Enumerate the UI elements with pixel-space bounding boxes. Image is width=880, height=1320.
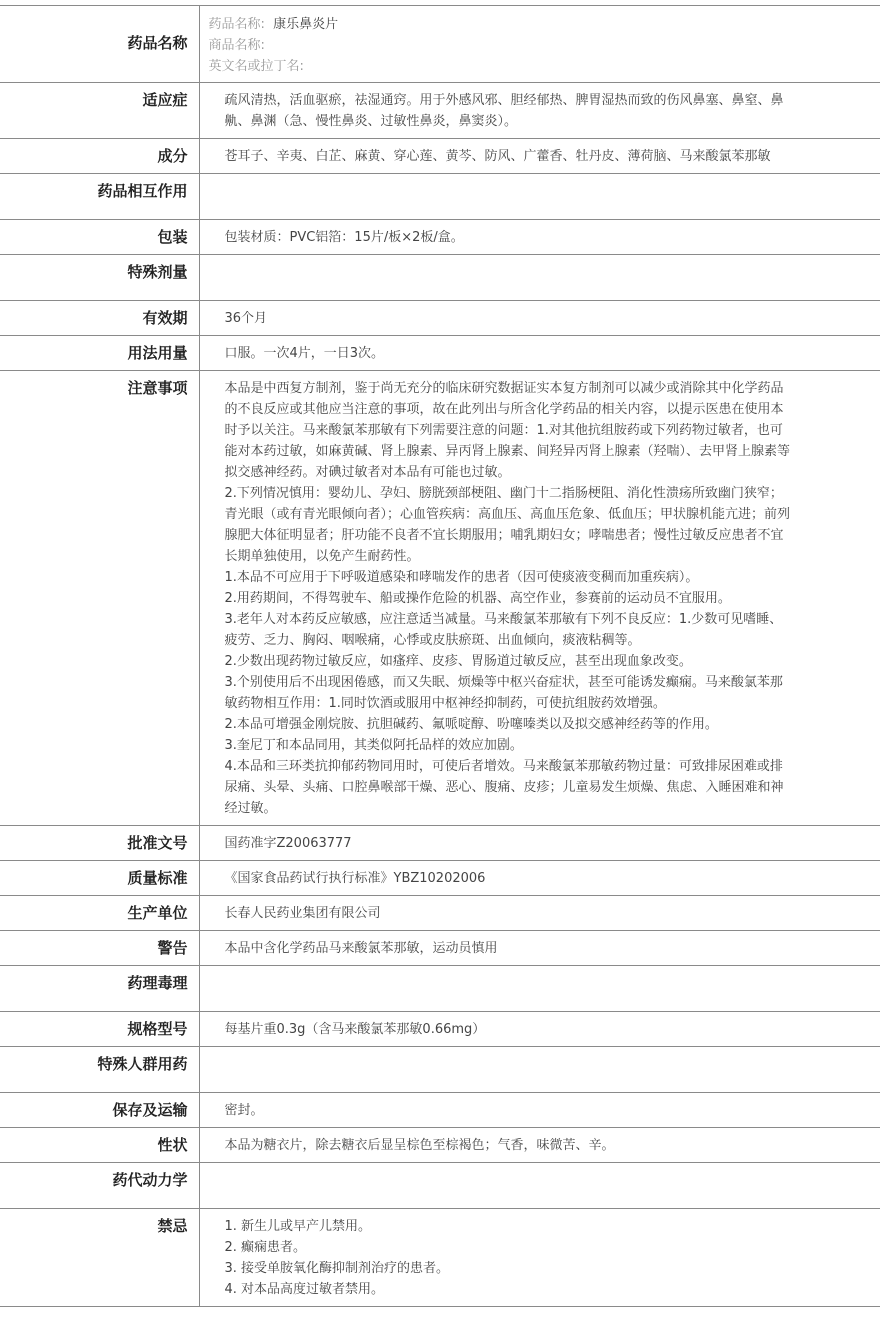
precaution-paragraph: 3.老年人对本药反应敏感，应注意适当减量。马来酸氯苯那敏有下列不良反应：1.少数可见嗜睡、疲劳、乏力、胸闷、咽喉痛，心悸或皮肤瘀斑、出血倾向，痰液粘稠等。 — [224, 612, 783, 648]
row-storage — [0, 1093, 880, 1128]
row-drug-name — [0, 6, 880, 83]
label-contraindications: 禁忌 — [0, 1209, 199, 1307]
row-pharmacology — [0, 966, 880, 1012]
row-interactions — [0, 174, 880, 220]
row-quality-standard — [0, 861, 880, 896]
row-pharmacokinetics — [0, 1163, 880, 1209]
precaution-paragraph: 3.奎尼丁和本品同用，其类似阿托品样的效应加剧。 — [224, 738, 523, 753]
label-manufacturer: 生产单位 — [0, 896, 199, 931]
contraindication-item: 3. 接受单胺氧化酶抑制剂治疗的患者。 — [224, 1261, 450, 1276]
value-special-population — [199, 1047, 880, 1093]
label-ingredients: 成分 — [0, 139, 199, 174]
label-special-population: 特殊人群用药 — [0, 1047, 199, 1093]
label-indications: 适应症 — [0, 83, 199, 139]
value-ingredients: 苍耳子、辛夷、白芷、麻黄、穿心莲、黄芩、防风、广藿香、牡丹皮、薄荷脑、马来酸氯苯那敏 — [199, 139, 880, 174]
row-packaging — [0, 220, 880, 255]
row-approval-number — [0, 826, 880, 861]
value-usage: 口服。一次4片，一日3次。 — [199, 336, 880, 371]
value-pharmacokinetics — [199, 1163, 880, 1209]
label-warning: 警告 — [0, 931, 199, 966]
row-shelf-life — [0, 301, 880, 336]
value-packaging: 包装材质：PVC铝箔：15片/板×2板/盒。 — [199, 220, 880, 255]
row-appearance — [0, 1128, 880, 1163]
label-drug-name: 药品名称 — [0, 6, 199, 83]
contraindication-item: 2. 癫痫患者。 — [224, 1240, 307, 1255]
row-specification — [0, 1012, 880, 1047]
label-storage: 保存及运输 — [0, 1093, 199, 1128]
value-warning: 本品中含化学药品马来酸氯苯那敏，运动员慎用 — [199, 931, 880, 966]
precaution-paragraph: 1.本品不可应用于下呼吸道感染和哮喘发作的患者（因可使痰液变稠而加重疾病）。 — [224, 570, 699, 585]
label-appearance: 性状 — [0, 1128, 199, 1163]
value-indications: 疏风清热，活血驱瘀，祛湿通窍。用于外感风邪、胆经郁热、脾胃湿热而致的伤风鼻塞、鼻窒、鼻鼽、鼻渊（急、慢性鼻炎、过敏性鼻炎，鼻窦炎）。 — [199, 83, 880, 139]
row-usage — [0, 336, 880, 371]
label-pharmacokinetics: 药代动力学 — [0, 1163, 199, 1209]
row-precautions — [0, 371, 880, 826]
row-contraindications — [0, 1209, 880, 1307]
contraindication-item: 4. 对本品高度过敏者禁用。 — [224, 1282, 385, 1297]
precaution-paragraph: 2.用药期间，不得驾驶车、船或操作危险的机器、高空作业，参赛前的运动员不宜服用。 — [224, 591, 731, 606]
value-shelf-life: 36个月 — [199, 301, 880, 336]
english-name-prefix: 英文名或拉丁名: — [208, 59, 304, 74]
value-approval-number: 国药准字Z20063777 — [199, 826, 880, 861]
drug-name-line — [209, 14, 791, 35]
label-special-dosage: 特殊剂量 — [0, 255, 199, 301]
value-manufacturer: 长春人民药业集团有限公司 — [199, 896, 880, 931]
precaution-paragraph: 2.少数出现药物过敏反应，如瘙痒、皮疹、胃肠道过敏反应，甚至出现血象改变。 — [224, 654, 692, 669]
drug-info-table — [0, 5, 880, 1307]
value-interactions — [199, 174, 880, 220]
row-special-dosage — [0, 255, 880, 301]
label-precautions: 注意事项 — [0, 371, 199, 826]
contraindication-item: 1. 新生儿或早产儿禁用。 — [224, 1219, 372, 1234]
label-pharmacology: 药理毒理 — [0, 966, 199, 1012]
label-shelf-life: 有效期 — [0, 301, 199, 336]
precaution-paragraph: 本品是中西复方制剂，鉴于尚无充分的临床研究数据证实本复方制剂可以减少或消除其中化学药品的不良反应或其他应当注意的事项，故在此列出与所含化学药品的相关内容，以提示医患在使用本时予以关注。马来酸氯苯那敏有下列需要注意的问题：1.对其他抗组胺药或下列药物过敏者，也可能对本药过敏，如麻黄碱、肾上腺素、异丙肾上腺素、间羟异丙肾上腺素（羟喘）、去甲肾上腺素等拟交感神经药。对碘过敏者对本品有可能也过敏。 — [224, 381, 791, 480]
precaution-paragraph: 2.本品可增强金刚烷胺、抗胆碱药、氟哌啶醇、吩噻嗪类以及拟交感神经药等的作用。 — [224, 717, 718, 732]
drug-info-sheet — [0, 5, 880, 1307]
drug-name-prefix: 药品名称: — [208, 17, 265, 32]
trade-name-prefix: 商品名称: — [208, 38, 265, 53]
value-quality-standard: 《国家食品药试行执行标准》YBZ10202006 — [199, 861, 880, 896]
value-special-dosage — [199, 255, 880, 301]
precaution-paragraph: 3.个别使用后不出现困倦感，而又失眠、烦燥等中枢兴奋症状，甚至可能诱发癫痫。马来酸氯苯那敏药物相互作用：1.同时饮酒或服用中枢神经抑制药，可使抗组胺药效增强。 — [224, 675, 783, 711]
row-warning — [0, 931, 880, 966]
value-drug-name — [199, 6, 880, 83]
value-pharmacology — [199, 966, 880, 1012]
label-packaging: 包装 — [0, 220, 199, 255]
precaution-paragraph: 2.下列情况慎用：婴幼儿、孕妇、膀胱颈部梗阻、幽门十二指肠梗阻、消化性溃疡所致幽门狭窄；青光眼（或有青光眼倾向者）；心血管疾病：高血压、高血压危象、低血压；甲状腺机能亢进；前列腺肥大体征明显者；肝功能不良者不宜长期服用；哺乳期妇女；哮喘患者；慢性过敏反应患者不宜长期单独使用，以免产生耐药性。 — [224, 486, 791, 564]
value-storage: 密封。 — [199, 1093, 880, 1128]
row-special-population — [0, 1047, 880, 1093]
value-contraindications — [199, 1209, 880, 1307]
value-appearance: 本品为糖衣片，除去糖衣后显呈棕色至棕褐色；气香，味微苦、辛。 — [199, 1128, 880, 1163]
row-manufacturer — [0, 896, 880, 931]
label-specification: 规格型号 — [0, 1012, 199, 1047]
label-approval-number: 批准文号 — [0, 826, 199, 861]
row-ingredients — [0, 139, 880, 174]
drug-name-text: 康乐鼻炎片 — [273, 17, 339, 32]
precaution-paragraph: 4.本品和三环类抗抑郁药物同用时，可使后者增效。马来酸氯苯那敏药物过量：可致排尿困难或排尿痛、头晕、头痛、口腔鼻喉部干燥、恶心、腹痛、皮疹；儿童易发生烦燥、焦虑、入睡困难和神经过敏。 — [224, 759, 784, 816]
label-quality-standard: 质量标准 — [0, 861, 199, 896]
label-interactions: 药品相互作用 — [0, 174, 199, 220]
value-precautions — [199, 371, 880, 826]
value-specification: 每基片重0.3g（含马来酸氯苯那敏0.66mg） — [199, 1012, 880, 1047]
label-usage: 用法用量 — [0, 336, 199, 371]
row-indications — [0, 83, 880, 139]
